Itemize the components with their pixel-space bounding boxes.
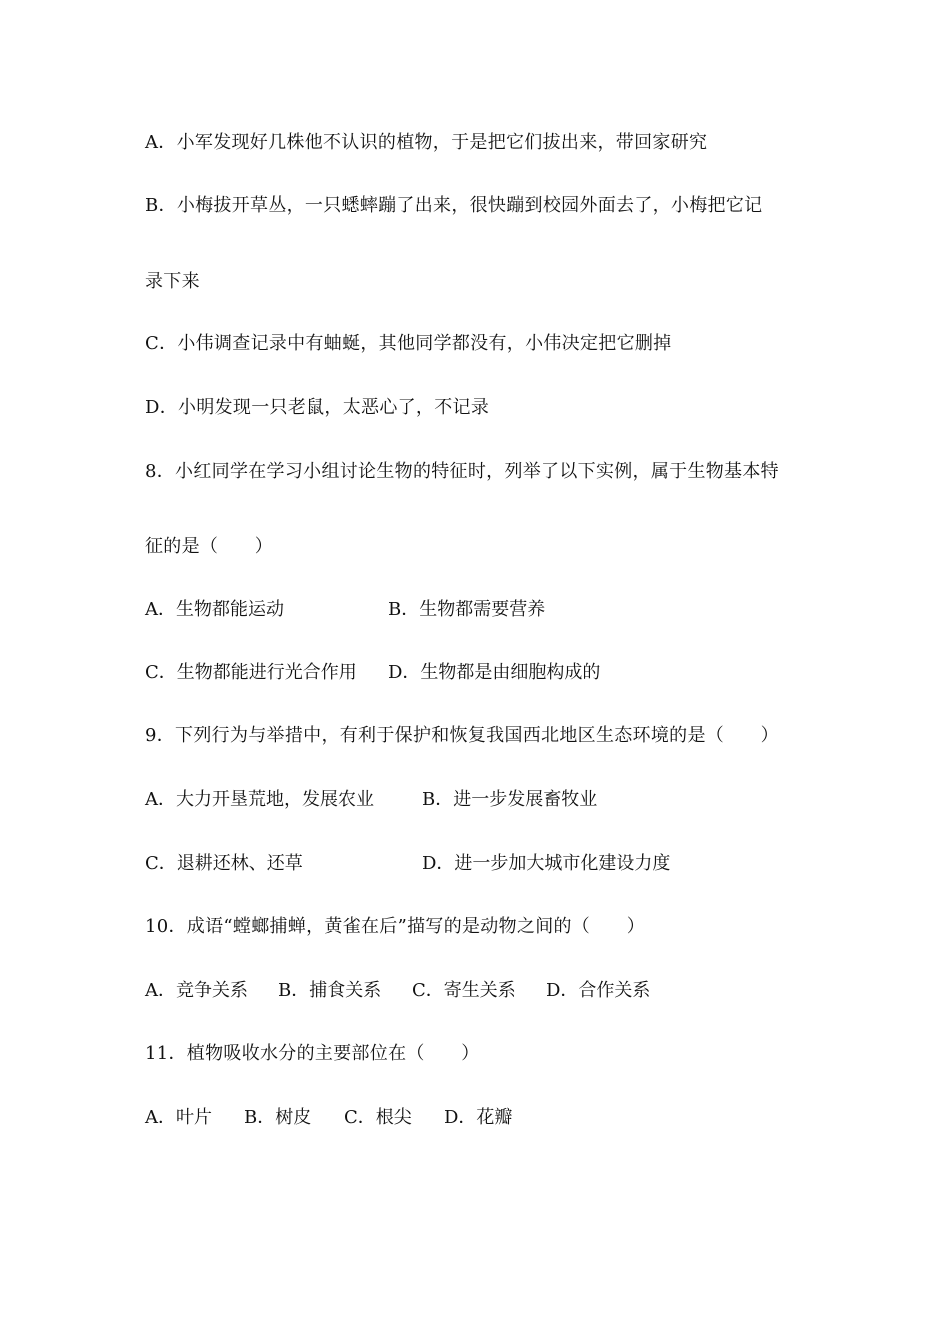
q10-option-a: A．竞争关系	[145, 980, 248, 1001]
q7-option-b-line2: 录下来	[145, 271, 200, 292]
q7-option-c: C．小伟调查记录中有蚰蜒，其他同学都没有，小伟决定把它删掉	[145, 333, 672, 354]
q11-option-b: B．树皮	[244, 1107, 312, 1128]
q10-option-b: B．捕食关系	[278, 980, 382, 1001]
q11-option-a: A．叶片	[145, 1107, 212, 1128]
q9-option-b: B．进一步发展畜牧业	[422, 789, 598, 810]
q7-option-b-line1: B．小梅拔开草丛，一只蟋蟀蹦了出来，很快蹦到校园外面去了，小梅把它记	[145, 195, 763, 216]
q8-option-b: B．生物都需要营养	[388, 599, 546, 620]
q9-option-a: A．大力开垦荒地，发展农业	[145, 789, 374, 810]
q11-option-c: C．根尖	[344, 1107, 412, 1128]
q9-stem: 9．下列行为与举措中，有利于保护和恢复我国西北地区生态环境的是（ ）	[145, 725, 779, 746]
q9-option-d: D．进一步加大城市化建设力度	[422, 853, 671, 874]
q8-option-c: C．生物都能进行光合作用	[145, 662, 357, 683]
q11-stem: 11．植物吸收水分的主要部位在（ ）	[145, 1043, 480, 1064]
q10-stem: 10．成语“螳螂捕蝉，黄雀在后”描写的是动物之间的（ ）	[145, 916, 646, 937]
q8-stem-line1: 8．小红同学在学习小组讨论生物的特征时，列举了以下实例，属于生物基本特	[145, 461, 779, 482]
q10-option-d: D．合作关系	[546, 980, 651, 1001]
q8-option-d: D．生物都是由细胞构成的	[388, 662, 601, 683]
q8-stem-line2: 征的是（ ）	[145, 536, 274, 557]
q7-option-d: D．小明发现一只老鼠，太恶心了，不记录	[145, 397, 490, 418]
q10-option-c: C．寄生关系	[412, 980, 516, 1001]
q7-option-a: A．小军发现好几株他不认识的植物，于是把它们拔出来，带回家研究	[145, 132, 708, 153]
q11-option-d: D．花瓣	[444, 1107, 513, 1128]
q9-option-c: C．退耕还林、还草	[145, 853, 303, 874]
q8-option-a: A．生物都能运动	[145, 599, 284, 620]
